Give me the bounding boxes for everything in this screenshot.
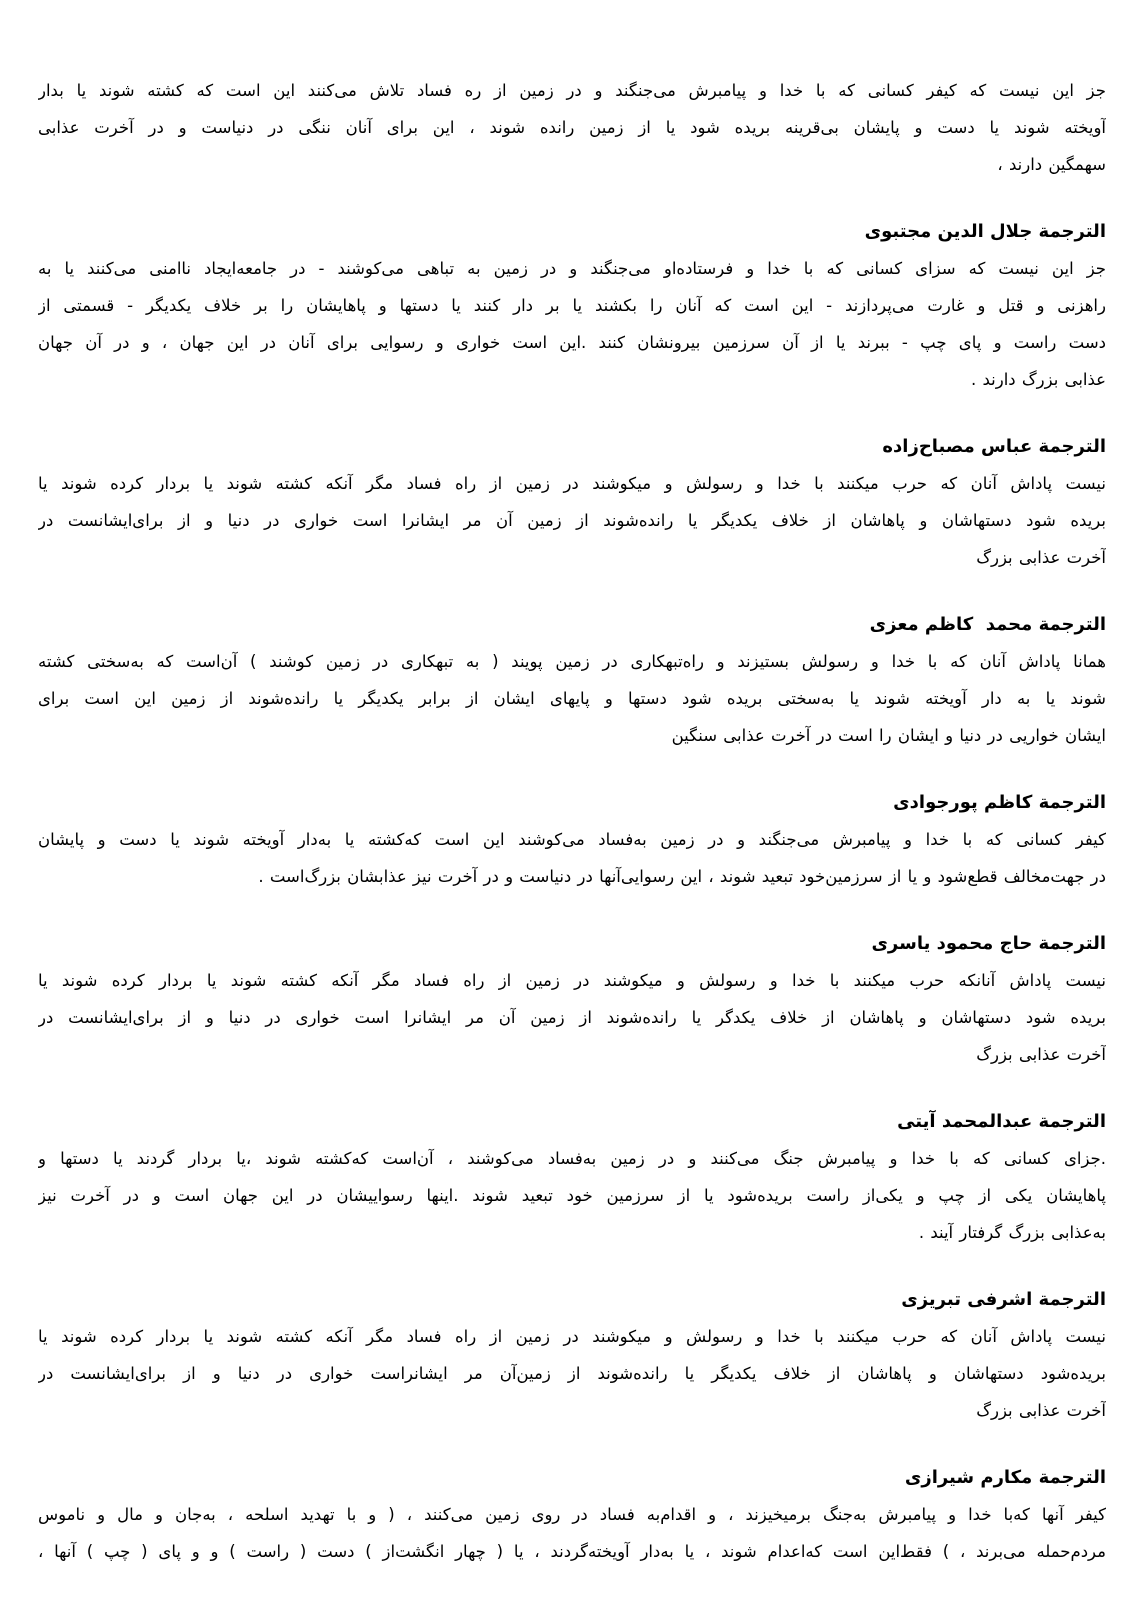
text-line: نیست پاداش آنانکه حرب میکنند با خدا و رسولش و میکوشند در زمین از راه فساد مگر آنکه کشته شوند یا بردار کرده شوند یا <box>38 971 1106 990</box>
translator-heading: الترجمة کاظم پورجوادی <box>893 792 1106 813</box>
text-line: آخرت عذابی بزرگ <box>976 1045 1106 1064</box>
translations-list <box>38 213 1106 1570</box>
text-line: آخرت عذابی بزرگ <box>976 548 1106 567</box>
text-line: مردم‌حمله می‌برند ، ) فقط‌این است که‌اعدام شوند ، یا به‌دار آویخته‌گردند ، یا ( چهار انگشت‌از ) دست ( راست ) و و پای ( چپ ) آنها ، <box>38 1542 1106 1561</box>
translator-heading: الترجمة عباس مصباح‌زاده <box>882 436 1106 457</box>
text-line: شوند یا به دار آویخته شوند یا به‌سختی بریده شود دستها و پایهای ایشان از برابر یکدیگر یا رانده‌شوند از زمین این است برای <box>38 689 1106 708</box>
text-line: .جزای کسانی که با خدا و پیامبرش جنگ می‌کنند و در زمین به‌فساد می‌کوشند ، آن‌است که‌کشته شوند ،یا بردار گردند یا دستها و <box>38 1149 1106 1168</box>
translator-heading: الترجمة محمد کاظم معزی <box>869 614 1106 635</box>
text-line: بریده‌شود دستهاشان و پاهاشان از خلاف یکدیگر یا رانده‌شوند از زمین‌آن مر ایشانراست خواری در دنیا و از برای‌ایشانست در <box>38 1364 1106 1383</box>
text-line: جز این نیست که سزای کسانی که با خدا و فرستاده‌او می‌جنگند و در زمین به تباهی می‌کوشند - در جامعه‌ایجاد ناامنی می‌کنند یا به <box>38 259 1106 278</box>
text-line: در جهت‌مخالف قطع‌شود و یا از سرزمین‌خود تبعید شوند ، این رسوایی‌آنها در دنیاست و در آخرت نیز عذابشان بزرگ‌است . <box>258 867 1106 886</box>
translation-paragraph <box>38 1140 1106 1251</box>
text-line: آویخته شوند یا دست و پایشان بی‌قرینه بریده شود یا از زمین رانده شوند ، این برای آنان ننگی در دنیاست و در آخرت عذابی <box>38 118 1106 137</box>
text-line: راهزنی و قتل و غارت می‌پردازند - این است که آنان را بکشند یا بر دار کنند یا دستها و پاهایشان را بر خلاف یکدیگر - قسمتی از <box>38 296 1106 315</box>
translation-paragraph <box>38 250 1106 398</box>
text-line: بریده شود دستهاشان و پاهاشان از خلاف یکدیگر یا رانده‌شوند از زمین آن مر ایشانرا است خواری در دنیا و از برای‌ایشانست در <box>38 511 1106 530</box>
translator-heading: الترجمة حاج محمود یاسری <box>871 933 1106 954</box>
translation-paragraph <box>38 465 1106 576</box>
text-line: به‌عذابی بزرگ گرفتار آیند . <box>918 1223 1106 1242</box>
translation-paragraph <box>38 821 1106 895</box>
translation-paragraph <box>38 962 1106 1073</box>
translator-heading: الترجمة مکارم شیرازی <box>904 1467 1106 1488</box>
text-line: آخرت عذابی بزرگ <box>976 1401 1106 1420</box>
text-line: سهمگین دارند ، <box>997 155 1106 174</box>
verse-intro-paragraph <box>38 72 1106 183</box>
translator-heading: الترجمة عبدالمحمد آیتی <box>897 1111 1106 1132</box>
text-line: همانا پاداش آنان که با خدا و رسولش بستیزند و راه‌تبهکاری در زمین پویند ( به تبهکاری در زمین کوشند ) آن‌است که به‌سختی کشته <box>38 652 1106 671</box>
text-line: دست راست و پای چپ - ببرند یا از آن سرزمین بیرونشان کنند .این است خواری و رسوایی برای آنان در این جهان ، و در آن جهان <box>38 333 1106 352</box>
text-line: کیفر آنها که‌با خدا و پیامبرش به‌جنگ برمیخیزند ، و اقدام‌به فساد در روی زمین می‌کنند ، ( و با تهدید اسلحه ، به‌جان و مال و ناموس <box>38 1505 1106 1524</box>
text-line: بریده شود دستهاشان و پاهاشان از خلاف یکدگر یا رانده‌شوند از زمین آن مر ایشانرا است خواری در دنیا و از برای‌ایشانست در <box>38 1008 1106 1027</box>
text-line: پاهایشان یکی از چپ و یکی‌از راست بریده‌شود یا از سرزمین خود تبعید شوند .اینها رسواییشان در این جهان است و در آخرت نیز <box>38 1186 1106 1205</box>
text-line: جز این نیست که کیفر کسانی که با خدا و پیامبرش می‌جنگند و در زمین از ره فساد تلاش می‌کنند این است که کشته شوند یا بدار <box>38 81 1106 100</box>
translator-heading: الترجمة اشرفی تبریزی <box>901 1289 1106 1310</box>
translation-paragraph <box>38 1318 1106 1429</box>
text-line: نیست پاداش آنان که حرب میکنند با خدا و رسولش و میکوشند در زمین از راه فساد مگر آنکه کشته شوند یا بردار کرده شوند یا <box>38 474 1106 493</box>
translation-paragraph <box>38 643 1106 754</box>
text-line: کیفر کسانی که با خدا و پیامبرش می‌جنگند و در زمین به‌فساد می‌کوشند این است که‌کشته یا به‌دار آویخته شوند یا دست و پایشان <box>38 830 1106 849</box>
text-line: ایشان خواریی در دنیا و ایشان را است در آخرت عذابی سنگین <box>671 726 1106 745</box>
translator-heading: الترجمة جلال الدین مجتبوی <box>864 221 1106 242</box>
text-line: نیست پاداش آنان که حرب میکنند با خدا و رسولش و میکوشند در زمین از راه فساد مگر آنکه کشته شوند یا بردار کرده شوند یا <box>38 1327 1106 1346</box>
translation-paragraph <box>38 1496 1106 1570</box>
text-line: عذابی بزرگ دارند . <box>971 370 1106 389</box>
